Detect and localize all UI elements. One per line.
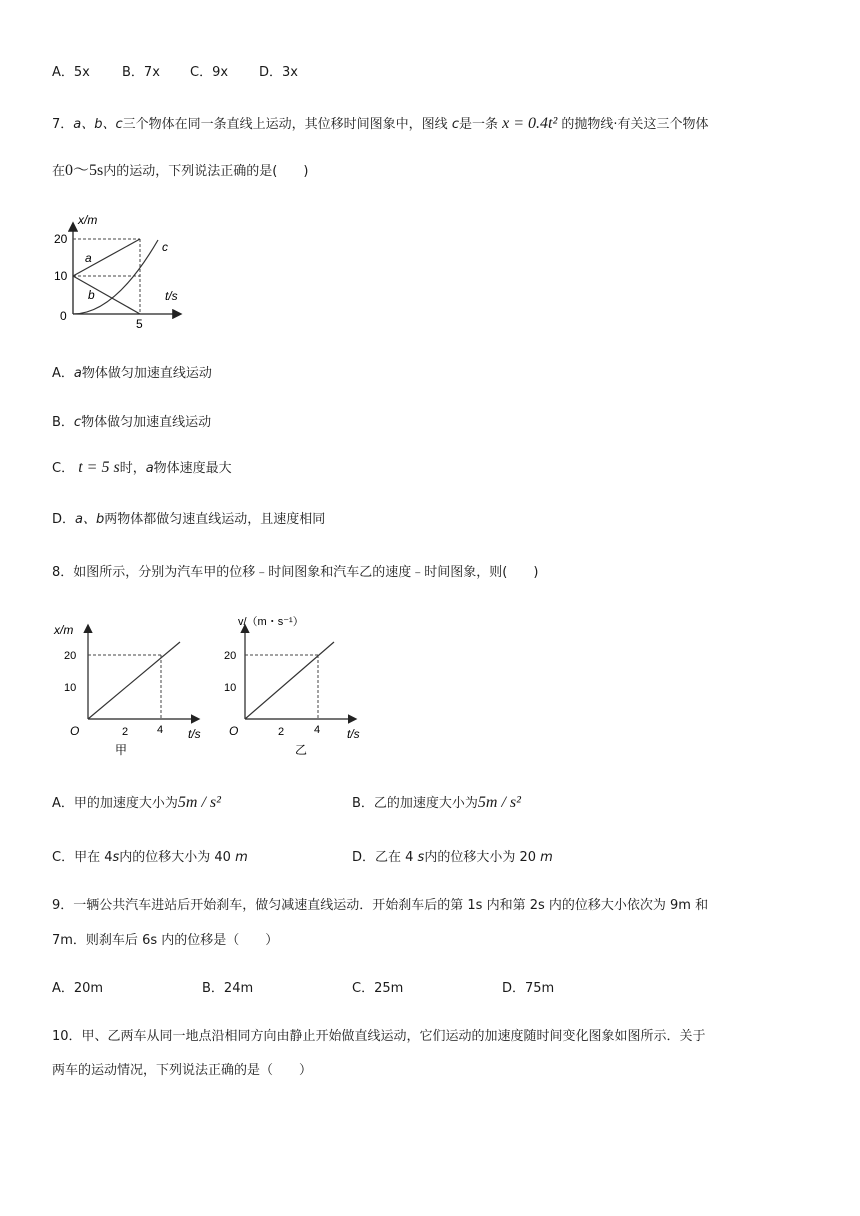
- q7-text-2: 是一条: [458, 117, 498, 132]
- q8-option-d-unit-m: m: [540, 850, 553, 865]
- q7-option-d-text: 两物体都做匀速直线运动，且速度相同: [104, 512, 326, 527]
- q8-yi-x-label: t/s: [347, 727, 360, 741]
- q7-vars: a、b、c: [73, 117, 123, 132]
- q7-option-b-prefix: B．: [52, 415, 74, 430]
- q7-tick-10: 10: [54, 269, 68, 283]
- q7-text-3: 的抛物线·有关这三个物体: [561, 117, 709, 132]
- q8-yi-caption: 乙: [295, 743, 308, 757]
- q8-option-c: [52, 846, 248, 865]
- q8-jia-y-label: x/m: [54, 623, 74, 637]
- q7-line-a: [73, 239, 140, 276]
- q7-range: 0～5s: [65, 162, 104, 179]
- q9-stem-line2: 7m．则刹车后 6s 内的位移是（ ）: [52, 933, 279, 948]
- q7-option-a-text: 物体做匀加速直线运动: [81, 366, 212, 381]
- q8-jia-caption: 甲: [115, 743, 128, 757]
- q8-option-a-math: 5m / s²: [177, 794, 221, 811]
- q7-option-c-math: t = 5 s: [78, 459, 120, 476]
- q7-option-d: [52, 508, 325, 527]
- q7-stem-line1: [52, 113, 709, 133]
- q7-line-b: [73, 276, 140, 314]
- q9-option-c: C．25m: [352, 981, 404, 996]
- q8-option-b-text: B．乙的加速度大小为: [352, 796, 478, 811]
- q7-option-a-var: a: [73, 366, 82, 381]
- q7-y-label: x/m: [78, 213, 98, 227]
- q8-option-a: [52, 792, 221, 812]
- q8-option-d-text-1: D．乙在 4: [352, 850, 418, 865]
- q8-jia-tick-2: 2: [122, 726, 129, 738]
- q7-label-b: b: [88, 288, 95, 302]
- q7-stem-line2: [52, 157, 308, 180]
- q8-jia-tick-10: 10: [64, 682, 77, 694]
- q7-tick-20: 20: [54, 232, 68, 246]
- q7-option-c: [52, 457, 232, 477]
- q7-option-b-var: c: [73, 415, 82, 430]
- q8-option-b-math: 5m / s²: [477, 794, 521, 811]
- q7-text-1: 三个物体在同一条直线上运动，其位移时间图象中，图线: [122, 117, 448, 132]
- q9-stem-line1: 9．一辆公共汽车进站后开始刹车，做匀减速直线运动．开始刹车后的第 1s 内和第 2s 内的位移大小依次为 9m 和: [52, 898, 709, 913]
- q8-option-c-text-2: 内的位移大小为 40: [119, 850, 236, 865]
- q7-option-c-var: a: [145, 461, 154, 476]
- q7-graph: [40, 210, 190, 335]
- q6-option-c: C．9x: [190, 65, 229, 80]
- q8-option-c-unit-s: s: [112, 850, 120, 865]
- q7-text-5: 内的运动，下列说法正确的是( ): [103, 164, 309, 179]
- q9-option-d: D．75m: [502, 981, 555, 996]
- q8-yi-tick-4: 4: [314, 724, 321, 736]
- q8-option-b: [352, 792, 521, 812]
- q8-option-d-unit-s: s: [417, 850, 425, 865]
- q8-jia-line: [88, 642, 180, 719]
- q7-option-c-mid: 时，: [119, 461, 146, 476]
- q7-label-c: c: [162, 240, 168, 254]
- q7-option-c-prefix: C．: [52, 461, 75, 476]
- q7-x-label: t/s: [165, 289, 178, 303]
- q6-option-b: B．7x: [122, 65, 160, 80]
- q8-option-d-text-2: 内的位移大小为 20: [424, 850, 541, 865]
- q7-option-a-prefix: A．: [52, 366, 74, 381]
- q8-option-d: [352, 846, 553, 865]
- q8-option-c-unit-m: m: [235, 850, 248, 865]
- q7-option-b: [52, 411, 211, 430]
- q7-option-c-text: 物体速度最大: [153, 461, 232, 476]
- q8-option-a-text: A．甲的加速度大小为: [52, 796, 178, 811]
- q7-option-d-prefix: D．: [52, 512, 76, 527]
- q9-option-a: A．20m: [52, 981, 104, 996]
- q8-graph-yi: [220, 612, 380, 762]
- q10-stem-line2: 两车的运动情况，下列说法正确的是（ ）: [52, 1063, 313, 1078]
- q7-curve-c: c: [451, 117, 459, 132]
- q7-option-b-text: 物体做匀加速直线运动: [81, 415, 212, 430]
- q8-yi-line: [245, 642, 334, 719]
- q10-stem-line1: 10．甲、乙两车从同一地点沿相同方向由静止开始做直线运动，它们运动的加速度随时间变化图象如图所示．关于: [52, 1029, 706, 1044]
- q8-jia-tick-20: 20: [64, 650, 77, 662]
- q9-option-b: B．24m: [202, 981, 254, 996]
- q8-yi-y-label: v/（m・s⁻¹）: [238, 616, 304, 628]
- q7-text-4: 在: [52, 164, 66, 179]
- q8-yi-tick-2: 2: [278, 726, 285, 738]
- q6-option-d: D．3x: [259, 65, 298, 80]
- q7-option-d-vars: a、b: [75, 512, 105, 527]
- q7-tick-0: 0: [60, 309, 67, 323]
- q8-yi-origin: O: [229, 724, 239, 738]
- q7-option-a: [52, 362, 212, 381]
- q8-jia-tick-4: 4: [157, 724, 164, 736]
- q7-number: 7．: [52, 117, 74, 132]
- q7-label-a: a: [85, 251, 92, 265]
- q7-formula: x = 0.4t²: [502, 115, 558, 132]
- q8-jia-x-label: t/s: [188, 727, 201, 741]
- q8-yi-tick-20: 20: [224, 650, 237, 662]
- q8-jia-origin: O: [70, 724, 80, 738]
- q8-graph-jia: [48, 612, 213, 762]
- q7-tick-5: 5: [136, 317, 143, 331]
- q8-stem: 8．如图所示，分别为汽车甲的位移﹣时间图象和汽车乙的速度﹣时间图象，则( ): [52, 565, 539, 580]
- q6-option-a: A．5x: [52, 65, 90, 80]
- q8-yi-tick-10: 10: [224, 682, 237, 694]
- q8-option-c-text-1: C．甲在 4: [52, 850, 113, 865]
